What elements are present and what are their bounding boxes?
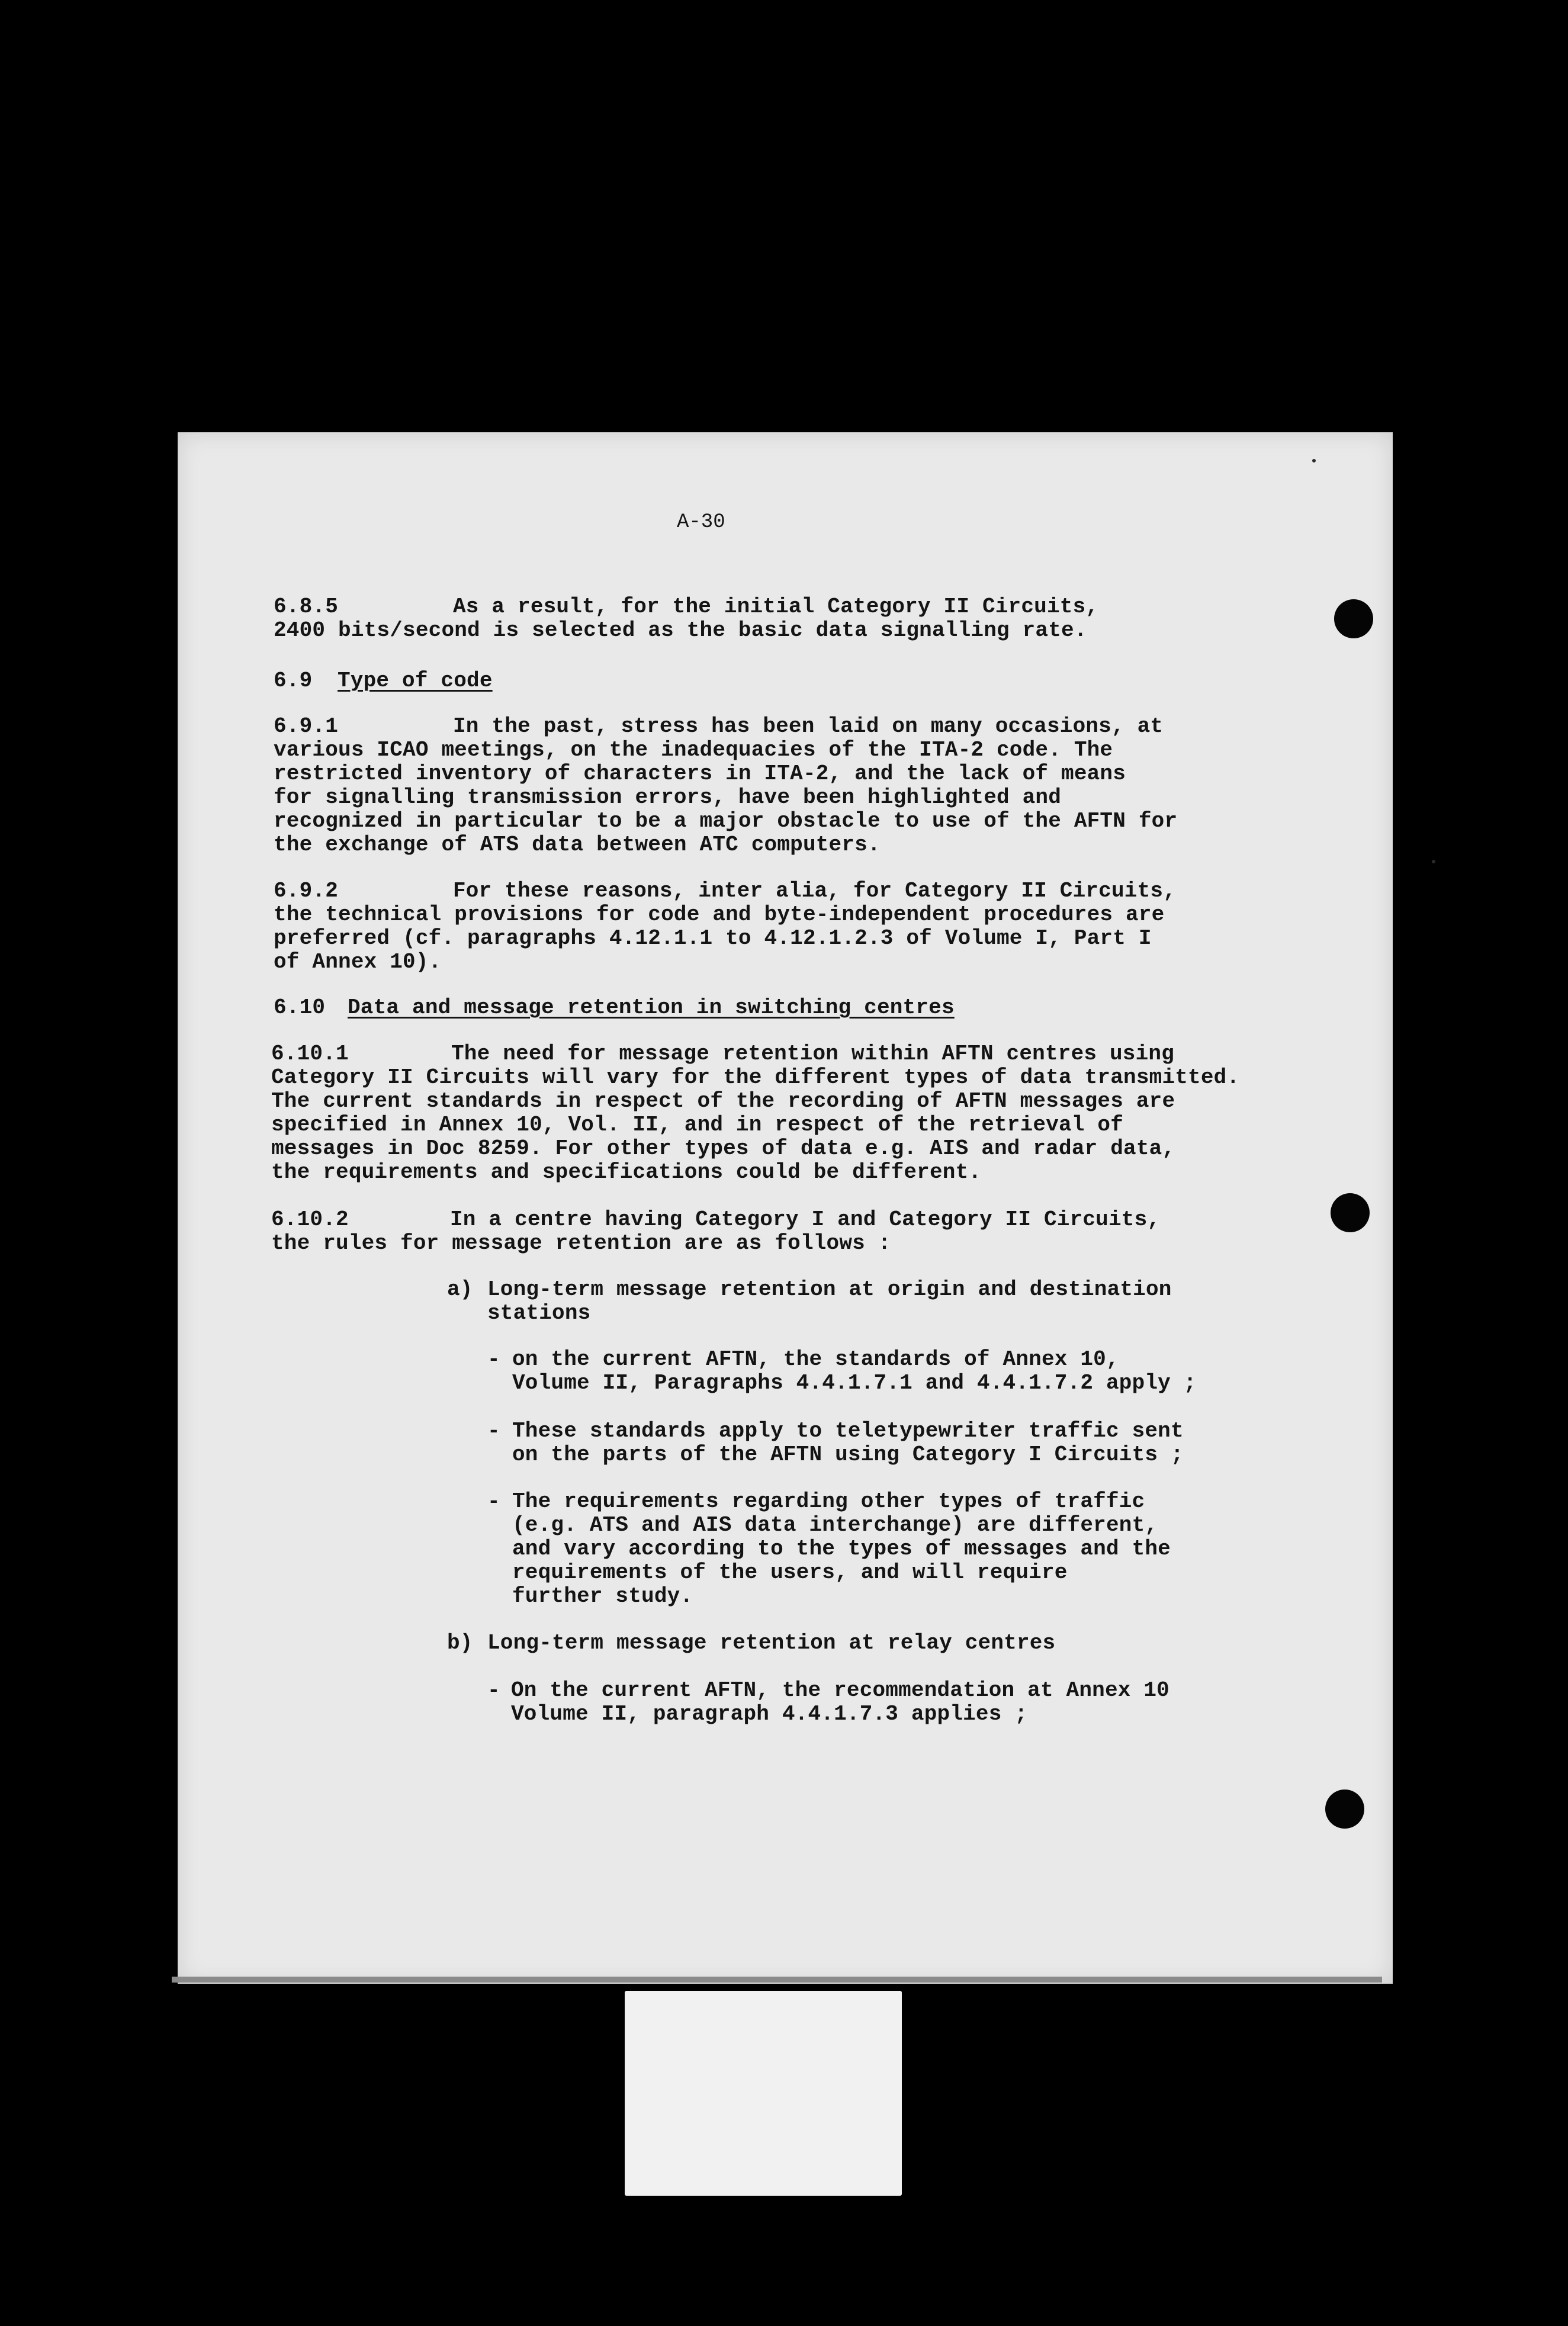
section-number: 6.10 [274, 995, 326, 1020]
bullet-mark: - [487, 1347, 500, 1371]
page-number: A-30 [677, 511, 725, 534]
paragraph-line: For these reasons, inter alia, for Category II Circuits, [453, 879, 1176, 903]
paragraph-line: of Annex 10). [274, 950, 442, 974]
list-item-line: stations [487, 1301, 591, 1325]
punch-hole-top [1334, 599, 1373, 638]
page-edge-shadow [172, 1977, 1382, 1983]
section-number: 6.9 [274, 669, 313, 693]
section-heading: Type of code [338, 669, 493, 693]
paragraph-line: the technical provisions for code and byte-independent procedures are [274, 902, 1165, 927]
bullet-line: The requirements regarding other types of traffic [512, 1489, 1145, 1514]
paragraph-line: restricted inventory of characters in ITA-2, and the lack of means [274, 762, 1126, 786]
bullet-line: These standards apply to teletypewriter traffic sent [512, 1419, 1184, 1443]
paragraph-line: the rules for message retention are as follows : [271, 1231, 891, 1255]
paragraph-line: the exchange of ATS data between ATC computers. [274, 833, 881, 857]
section-number: 6.8.5 [274, 595, 339, 619]
paragraph-line: As a result, for the initial Category II Circuits, [453, 595, 1099, 619]
bullet-line: (e.g. ATS and AIS data interchange) are different, [512, 1513, 1158, 1537]
paragraph-line: recognized in particular to be a major obstacle to use of the AFTN for [274, 809, 1178, 833]
paragraph-line: 2400 bits/second is selected as the basic data signalling rate. [274, 618, 1087, 642]
bullet-line: On the current AFTN, the recommendation at Annex 10 [511, 1678, 1169, 1702]
bullet-line: and vary according to the types of messages and the [512, 1537, 1171, 1561]
section-number: 6.10.1 [271, 1042, 349, 1066]
bullet-line: Volume II, Paragraphs 4.4.1.7.1 and 4.4.1.7.2 apply ; [512, 1371, 1197, 1395]
speck-mark [1312, 459, 1316, 462]
bullet-line: on the parts of the AFTN using Category I Circuits ; [512, 1442, 1184, 1467]
bullet-line: on the current AFTN, the standards of Annex 10, [512, 1347, 1119, 1371]
paragraph-line: specified in Annex 10, Vol. II, and in respect of the retrieval of [271, 1113, 1124, 1137]
paragraph-line: In a centre having Category I and Category II Circuits, [450, 1207, 1161, 1232]
section-number: 6.9.2 [274, 879, 339, 903]
section-number: 6.9.1 [274, 714, 339, 738]
speck-mark [1432, 860, 1435, 863]
paragraph-line: the requirements and specifications could be different. [271, 1160, 982, 1184]
section-heading: Data and message retention in switching centres [348, 995, 955, 1020]
punch-hole-bottom [1325, 1790, 1364, 1829]
list-item-line: Long-term message retention at relay centres [487, 1631, 1056, 1655]
paragraph-line: preferred (cf. paragraphs 4.12.1.1 to 4.12.1.2.3 of Volume I, Part I [274, 926, 1152, 950]
paragraph-line: The current standards in respect of the recording of AFTN messages are [271, 1089, 1175, 1113]
bullet-line: further study. [512, 1584, 693, 1608]
blank-slip [625, 1991, 902, 2196]
punch-hole-middle [1331, 1193, 1370, 1232]
bullet-line: requirements of the users, and will require [512, 1560, 1068, 1585]
bullet-mark: - [487, 1678, 500, 1702]
list-item-line: Long-term message retention at origin and destination [487, 1277, 1172, 1302]
paragraph-line: for signalling transmission errors, have been highlighted and [274, 785, 1062, 809]
list-label: b) [447, 1631, 473, 1655]
paragraph-line: Category II Circuits will vary for the different types of data transmitted. [271, 1065, 1240, 1090]
list-label: a) [447, 1277, 473, 1302]
paragraph-line: The need for message retention within AFTN centres using [451, 1042, 1174, 1066]
paragraph-line: messages in Doc 8259. For other types of data e.g. AIS and radar data, [271, 1136, 1175, 1161]
section-number: 6.10.2 [271, 1207, 349, 1232]
paragraph-line: In the past, stress has been laid on many occasions, at [453, 714, 1164, 738]
paragraph-line: various ICAO meetings, on the inadequacies of the ITA-2 code. The [274, 738, 1113, 762]
bullet-mark: - [487, 1489, 500, 1514]
bullet-line: Volume II, paragraph 4.4.1.7.3 applies ; [511, 1702, 1028, 1726]
bullet-mark: - [487, 1419, 500, 1443]
